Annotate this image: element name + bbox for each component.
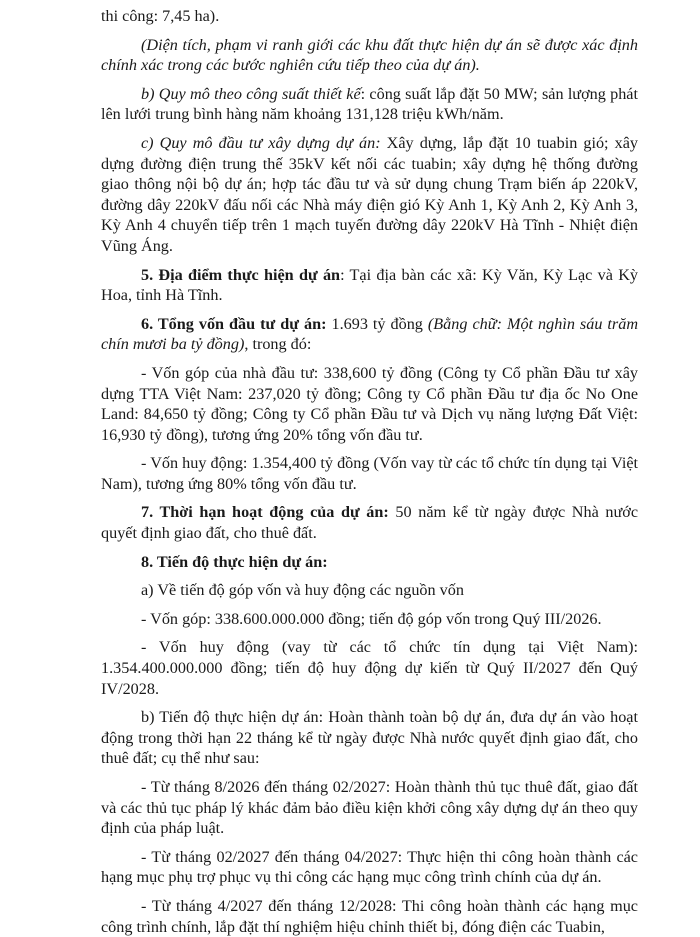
text-run: : công suất lắp đặt 50 MW; sản lượng phát lên lưới trung bình hàng năm khoảng 131,128 triệu kWh/năm. (101, 84, 638, 124)
text-run: b) Quy mô theo công suất thiết kế (141, 84, 361, 103)
text-run: a) Về tiến độ góp vốn và huy động các nguồn vốn (141, 581, 464, 600)
paragraph-mobilized-capital (101, 453, 638, 494)
paragraph-equity-schedule (101, 609, 638, 630)
text-run: 8. Tiến độ thực hiện dự án: (141, 552, 328, 571)
paragraph-section-8-heading (101, 552, 638, 573)
paragraph-section-6-total-capital (101, 314, 638, 355)
text-run: 5. Địa điểm thực hiện dự án (141, 265, 341, 284)
text-run: - Vốn góp của nhà đầu tư: 338,600 tỷ đồng (Công ty Cổ phần Đầu tư xây dựng TTA Việt Nam: 237,020 tỷ đồng; Công ty Cổ phần Đầu tư địa ốc No One Land: 84,650 tỷ đồng; Công ty Cổ phần Đầu tư và Dịch vụ năng lượng Đất Việt: 16,930 tỷ đồng), tương ứng 20% tổng vốn đầu tư. (101, 363, 638, 444)
paragraph-capital-schedule-heading (101, 580, 638, 601)
paragraph-section-7-duration (101, 502, 638, 543)
text-run: (Diện tích, phạm vi ranh giới các khu đất thực hiện dự án sẽ được xác định chính xác trong các bước nghiên cứu tiếp theo của dự án). (101, 35, 638, 75)
text-run: 1.693 tỷ đồng (326, 314, 428, 333)
text-run: - Vốn góp: 338.600.000.000 đồng; tiến độ góp vốn trong Quý III/2026. (141, 609, 602, 628)
paragraph-design-capacity-scale (101, 84, 638, 125)
text-run: (Bằng chữ: Một nghìn sáu trăm chín mươi ba tỷ đồng) (101, 314, 639, 354)
text-run: - Từ tháng 8/2026 đến tháng 02/2027: Hoàn thành thủ tục thuê đất, giao đất và các thủ tục pháp lý khác đảm bảo điều kiện khởi công xây dựng dự án theo quy định của pháp luật. (101, 778, 638, 838)
text-run: c) Quy mô đầu tư xây dựng dự án: (141, 133, 381, 152)
text-run: - Vốn huy động (vay từ các tổ chức tín dụng tại Việt Nam): 1.354.400.000.000 đồng; tiến độ huy động dự kiến từ Quý II/2027 đến Quý IV/2028. (101, 638, 638, 698)
paragraph-loan-schedule (101, 637, 638, 699)
text-run: - Từ tháng 02/2027 đến tháng 04/2027: Thực hiện thi công hoàn thành các hạng mục phụ trợ phục vụ thi công các hạng mục công trình chính của dự án. (101, 847, 638, 887)
text-run: thi công: 7,45 ha). (101, 7, 220, 25)
paragraph-section-5-location (101, 265, 638, 306)
paragraph-equity-contribution (101, 363, 638, 445)
paragraph-milestone-1 (101, 777, 638, 839)
text-run: , trong đó: (244, 335, 312, 354)
paragraph-construction-investment-scale (101, 133, 638, 257)
text-run: 7. Thời hạn hoạt động của dự án: (141, 503, 389, 522)
text-run: 50 năm kể từ ngày được Nhà nước quyết định giao đất, cho thuê đất. (101, 503, 639, 543)
text-run: : Tại địa bàn các xã: Kỳ Văn, Kỳ Lạc và Kỳ Hoa, tỉnh Hà Tĩnh. (101, 265, 638, 305)
paragraph-construction-area-tail (101, 6, 638, 27)
paragraph-milestone-3 (101, 896, 638, 937)
text-run: b) Tiến độ thực hiện dự án: Hoàn thành toàn bộ dự án, đưa dự án vào hoạt động trong thời hạn 22 tháng kể từ ngày được Nhà nước quyết định giao đất, cho thuê đất; cụ thể như sau: (101, 708, 638, 768)
text-run: - Vốn huy động: 1.354,400 tỷ đồng (Vốn vay từ các tổ chức tín dụng tại Việt Nam), tương ứng 80% tổng vốn đầu tư. (101, 454, 638, 493)
text-run: Xây dựng, lắp đặt 10 tuabin gió; xây dựng đường điện trung thế 35kV kết nối các tuabin; xây dựng hệ thống đường giao thông nội bộ dự án; hợp tác đầu tư và sử dụng chung Trạm biến áp 220kV, đường dây 220kV đấu nối các Nhà máy điện gió Kỳ Anh 1, Kỳ Anh 2, Kỳ Anh 3, Kỳ Anh 4 chuyển tiếp trên 1 mạch tuyến đường dây 220kV Hà Tĩnh - Nhiệt điện Vũng Áng. (101, 133, 638, 255)
text-run: 6. Tổng vốn đầu tư dự án: (141, 314, 327, 333)
paragraph-land-area-note (101, 35, 638, 76)
document-body (101, 6, 638, 937)
text-run: - Từ tháng 4/2027 đến tháng 12/2028: Thi công hoàn thành các hạng mục công trình chính, lắp đặt thí nghiệm hiệu chỉnh thiết bị, đóng điện các Tuabin, (101, 896, 638, 936)
paragraph-milestone-2 (101, 847, 638, 888)
paragraph-implementation-schedule (101, 707, 638, 769)
